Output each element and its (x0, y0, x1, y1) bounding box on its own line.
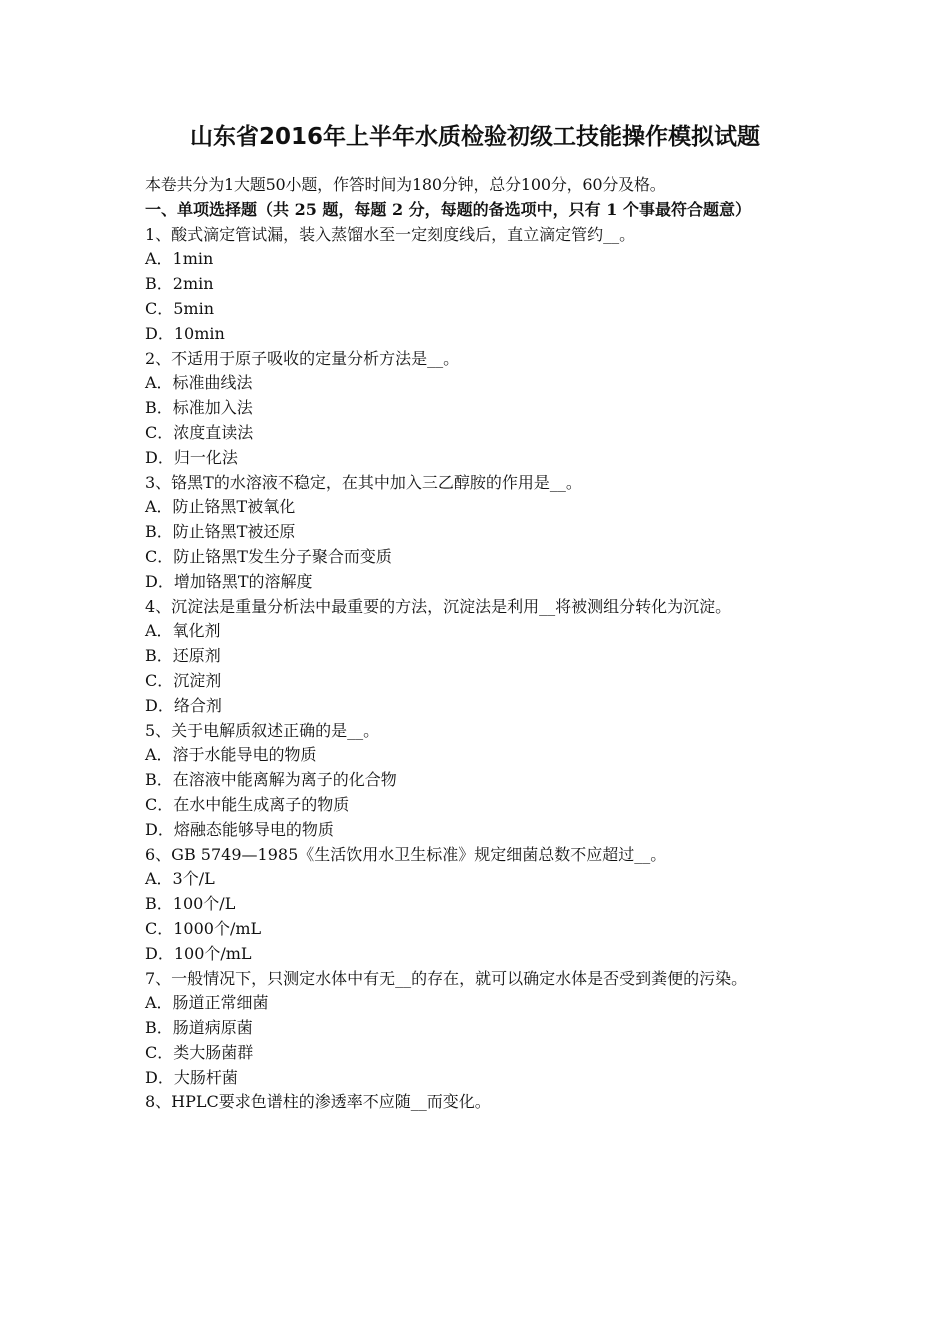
question-2 (145, 347, 815, 471)
question-stem: 5、关于电解质叙述正确的是__。 (145, 720, 380, 740)
option-b: B．2min (145, 274, 214, 294)
option-b: B．在溶液中能离解为离子的化合物 (145, 770, 397, 790)
option-a: A．1min (145, 249, 214, 269)
option-a: A．肠道正常细菌 (145, 993, 269, 1013)
option-d: D．络合剂 (145, 695, 222, 715)
option-d: D．熔融态能够导电的物质 (145, 819, 334, 839)
question-stem: 2、不适用于原子吸收的定量分析方法是__。 (145, 348, 460, 368)
question-4 (145, 595, 815, 719)
question-3 (145, 471, 815, 595)
exam-intro: 本卷共分为1大题50小题，作答时间为180分钟，总分100分，60分及格。 (145, 175, 666, 194)
option-b: B．标准加入法 (145, 398, 253, 418)
option-a: A．标准曲线法 (145, 373, 253, 393)
document-body (145, 173, 815, 1115)
option-c: C．5min (145, 298, 215, 318)
option-b: B．100个/L (145, 894, 236, 914)
question-1 (145, 223, 815, 347)
option-b: B．肠道病原菌 (145, 1018, 253, 1038)
question-stem: 3、铬黑T的水溶液不稳定，在其中加入三乙醇胺的作用是__。 (145, 472, 582, 492)
option-c: C．沉淀剂 (145, 670, 222, 690)
option-c: C．在水中能生成离子的物质 (145, 794, 350, 814)
option-d: D．大肠杆菌 (145, 1067, 238, 1087)
question-5 (145, 719, 815, 843)
question-7 (145, 967, 815, 1091)
option-c: C．类大肠菌群 (145, 1042, 254, 1062)
option-d: D．增加铬黑T的溶解度 (145, 571, 313, 591)
question-stem: 1、酸式滴定管试漏，装入蒸馏水至一定刻度线后，直立滴定管约__。 (145, 224, 636, 244)
option-d: D．10min (145, 323, 225, 343)
option-b: B．还原剂 (145, 646, 221, 666)
question-6 (145, 843, 815, 967)
question-8 (145, 1090, 815, 1115)
option-c: C．防止铬黑T发生分子聚合而变质 (145, 546, 392, 566)
option-c: C．浓度直读法 (145, 422, 254, 442)
option-a: A．氧化剂 (145, 621, 221, 641)
section-heading: 一、单项选择题（共 25 题，每题 2 分，每题的备选项中，只有 1 个事最符合题意） (145, 199, 751, 219)
question-stem: 6、GB 5749—1985《生活饮用水卫生标准》规定细菌总数不应超过__。 (145, 844, 667, 864)
option-a: A．溶于水能导电的物质 (145, 745, 317, 765)
option-a: A．防止铬黑T被氧化 (145, 497, 296, 517)
question-stem: 8、HPLC要求色谱柱的渗透率不应随__而变化。 (145, 1092, 491, 1112)
document-title: 山东省2016年上半年水质检验初级工技能操作模拟试题 (189, 124, 760, 150)
question-stem: 7、一般情况下，只测定水体中有无__的存在，就可以确定水体是否受到粪便的污染。 (145, 968, 748, 988)
option-d: D．100个/mL (145, 943, 252, 963)
option-c: C．1000个/mL (145, 918, 262, 938)
question-stem: 4、沉淀法是重量分析法中最重要的方法，沉淀法是利用__将被测组分转化为沉淀。 (145, 596, 732, 616)
option-b: B．防止铬黑T被还原 (145, 522, 296, 542)
option-a: A．3个/L (145, 869, 215, 889)
option-d: D．归一化法 (145, 447, 238, 467)
